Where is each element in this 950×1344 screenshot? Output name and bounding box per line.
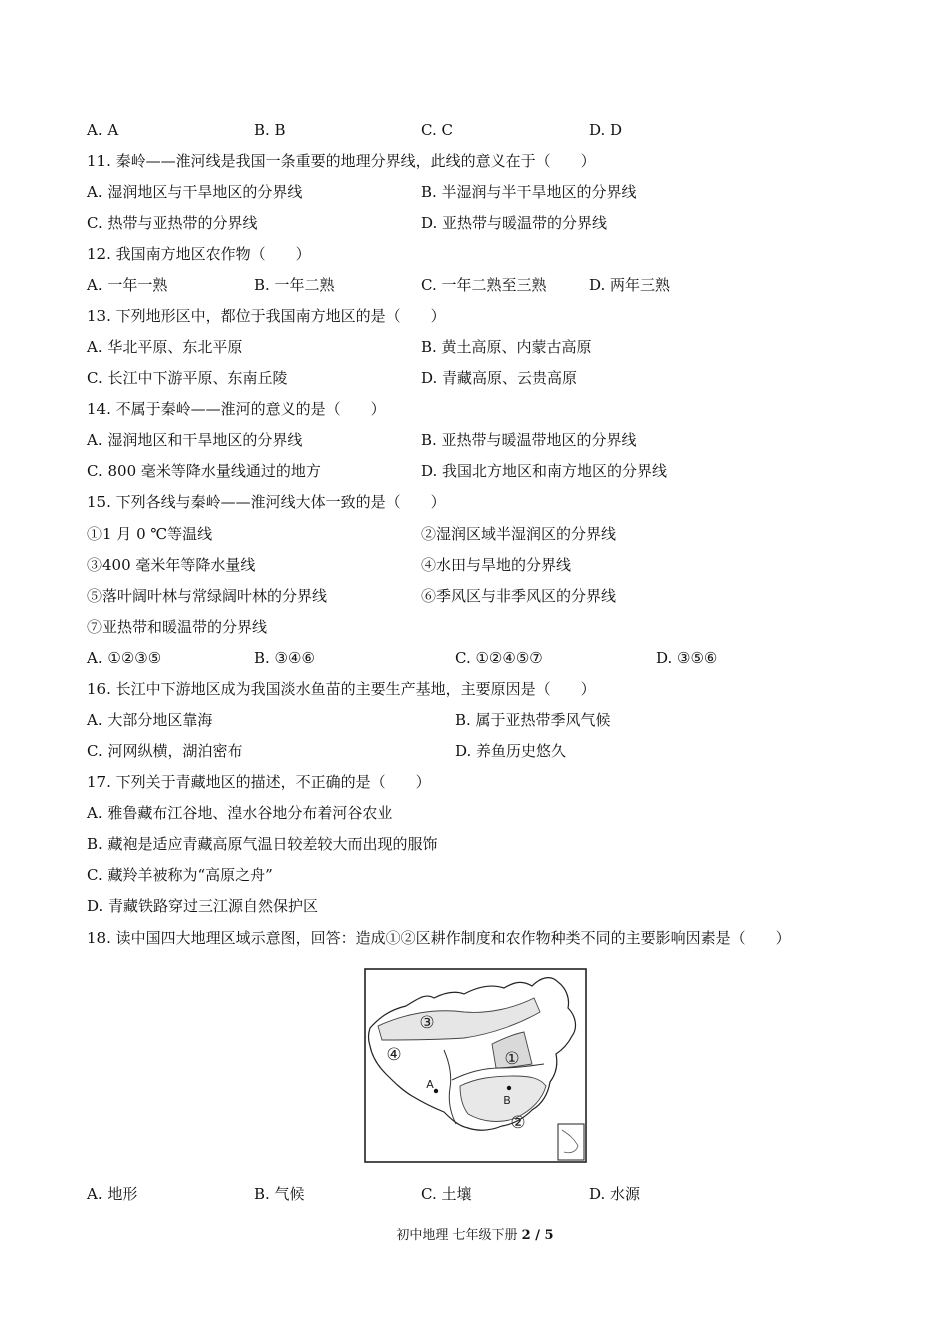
q10-option-d: D. D [589, 121, 623, 139]
q16-stem: 16. 长江中下游地区成为我国淡水鱼苗的主要生产基地，主要原因是（ ） [87, 680, 596, 698]
map-label-region-3: ③ [419, 1013, 435, 1033]
q14-stem: 14. 不属于秦岭——淮河的意义的是（ ） [87, 400, 386, 418]
q15-option-b: B. ③④⑥ [254, 649, 315, 667]
footer-separator: / [530, 1228, 545, 1243]
q10-option-a: A. A [87, 121, 119, 139]
q15-option-d: D. ③⑤⑥ [656, 649, 718, 667]
page-footer [0, 1227, 950, 1245]
q16-option-b: B. 属于亚热带季风气候 [455, 711, 611, 729]
q15-item-7: ⑦亚热带和暖温带的分界线 [87, 618, 268, 636]
footer-page-total: 5 [544, 1228, 554, 1243]
q17-option-b: B. 藏袍是适应青藏高原气温日较差较大而出现的服饰 [87, 835, 438, 853]
q18-option-c: C. 土壤 [421, 1185, 472, 1203]
q15-option-c: C. ①②④⑤⑦ [455, 649, 543, 667]
q16-option-d: D. 养鱼历史悠久 [455, 742, 567, 760]
q16-option-c: C. 河网纵横，湖泊密布 [87, 742, 243, 760]
q17-option-c: C. 藏羚羊被称为“高原之舟” [87, 866, 273, 884]
q11-option-b: B. 半湿润与半干旱地区的分界线 [421, 183, 637, 201]
q17-option-d: D. 青藏铁路穿过三江源自然保护区 [87, 897, 319, 915]
q18-option-a: A. 地形 [87, 1185, 138, 1203]
q15-item-5: ⑤落叶阔叶林与常绿阔叶林的分界线 [87, 587, 328, 605]
q12-option-b: B. 一年二熟 [254, 276, 335, 294]
q15-option-a: A. ①②③⑤ [87, 649, 162, 667]
q10-option-b: B. B [254, 121, 286, 139]
q11-option-d: D. 亚热带与暖温带的分界线 [421, 214, 608, 232]
q15-item-6: ⑥季风区与非季风区的分界线 [421, 587, 617, 605]
q18-stem: 18. 读中国四大地理区域示意图，回答：造成①②区耕作制度和农作物种类不同的主要影响因素是（ ） [87, 929, 791, 947]
map-label-point-a: A [426, 1078, 434, 1091]
q13-option-c: C. 长江中下游平原、东南丘陵 [87, 369, 288, 387]
map-label-region-1: ① [504, 1049, 520, 1069]
q13-stem: 13. 下列地形区中，都位于我国南方地区的是（ ） [87, 307, 446, 325]
china-regions-map [364, 968, 587, 1163]
q11-stem: 11. 秦岭——淮河线是我国一条重要的地理分界线，此线的意义在于（ ） [87, 152, 596, 170]
q12-option-a: A. 一年一熟 [87, 276, 168, 294]
q15-stem: 15. 下列各线与秦岭——淮河线大体一致的是（ ） [87, 493, 446, 511]
q14-option-b: B. 亚热带与暖温带地区的分界线 [421, 431, 637, 449]
q15-item-4: ④水田与旱地的分界线 [421, 556, 572, 574]
q18-option-d: D. 水源 [589, 1185, 641, 1203]
map-label-region-4: ④ [386, 1045, 402, 1065]
q10-option-c: C. C [421, 121, 453, 139]
q18-option-b: B. 气候 [254, 1185, 305, 1203]
footer-page-number: 2 [521, 1228, 531, 1243]
q14-option-c: C. 800 毫米等降水量线通过的地方 [87, 462, 321, 480]
q15-item-2: ②湿润区域半湿润区的分界线 [421, 525, 617, 543]
q15-item-3: ③400 毫米年等降水量线 [87, 556, 256, 574]
q11-option-c: C. 热带与亚热带的分界线 [87, 214, 258, 232]
q17-option-a: A. 雅鲁藏布江谷地、湟水谷地分布着河谷农业 [87, 804, 393, 822]
q12-stem: 12. 我国南方地区农作物（ ） [87, 245, 311, 263]
q12-option-d: D. 两年三熟 [589, 276, 671, 294]
q11-option-a: A. 湿润地区与干旱地区的分界线 [87, 183, 303, 201]
q15-item-1: ①1 月 0 ℃等温线 [87, 525, 213, 543]
q13-option-a: A. 华北平原、东北平原 [87, 338, 243, 356]
map-label-region-2: ② [510, 1113, 526, 1133]
map-label-point-b: B [503, 1094, 511, 1107]
q17-stem: 17. 下列关于青藏地区的描述，不正确的是（ ） [87, 773, 431, 791]
q13-option-b: B. 黄土高原、内蒙古高原 [421, 338, 592, 356]
q16-option-a: A. 大部分地区靠海 [87, 711, 213, 729]
q14-option-a: A. 湿润地区和干旱地区的分界线 [87, 431, 303, 449]
q13-option-d: D. 青藏高原、云贵高原 [421, 369, 578, 387]
q14-option-d: D. 我国北方地区和南方地区的分界线 [421, 462, 668, 480]
footer-title: 初中地理 七年级下册 [396, 1228, 522, 1243]
q12-option-c: C. 一年二熟至三熟 [421, 276, 547, 294]
